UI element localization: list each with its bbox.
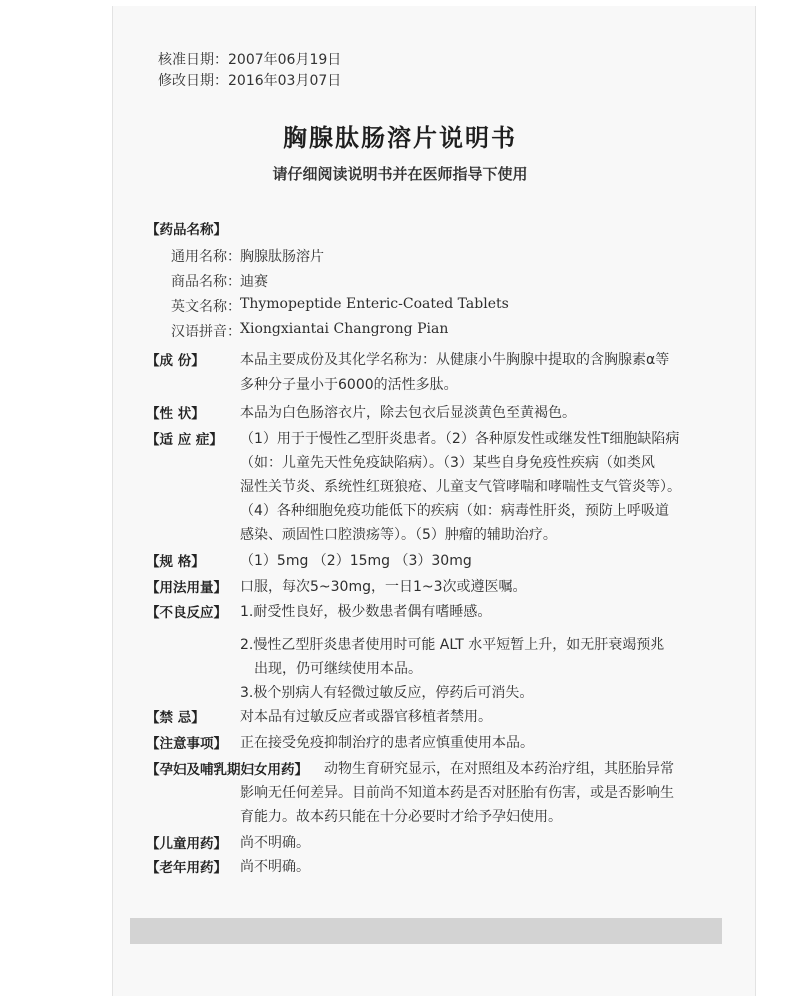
- indications-line: （4）各种细胞免疫功能低下的疾病（如：病毒性肝炎，预防上呼吸道: [240, 503, 669, 519]
- pregnancy-line: 育能力。故本药只能在十分必要时才给予孕妇使用。: [240, 809, 562, 825]
- dosage-text: 口服，每次5~30mg，一日1~3次或遵医嘱。: [240, 579, 527, 595]
- adverse-item-1: 1.耐受性良好，极少数患者偶有嗜睡感。: [240, 604, 492, 620]
- pregnancy-line: 动物生育研究显示，在对照组及本药治疗组，其胚胎异常: [324, 761, 674, 777]
- section-appearance-label: 【性 状】: [146, 406, 205, 422]
- pediatric-text: 尚不明确。: [240, 835, 310, 851]
- adverse-item-3: 3.极个别病人有轻微过敏反应，停药后可消失。: [240, 685, 534, 701]
- english-name-value: Thymopeptide Enteric-Coated Tablets: [240, 296, 509, 312]
- document-title: 胸腺肽肠溶片说明书: [283, 123, 517, 152]
- specification-text: （1）5mg （2）15mg （3）30mg: [240, 553, 472, 569]
- precautions-text: 正在接受免疫抑制治疗的患者应慎重使用本品。: [240, 735, 534, 751]
- indications-line: （如：儿童先天性免疫缺陷病）。（3）某些自身免疫性疾病（如类风: [240, 455, 655, 471]
- section-contraindications-label: 【禁 忌】: [146, 710, 205, 726]
- generic-name-value: 胸腺肽肠溶片: [240, 249, 324, 265]
- adverse-item-2-continued: 出现，仍可继续使用本品。: [254, 661, 422, 677]
- section-specification-label: 【规 格】: [146, 554, 205, 570]
- section-indications-label: 【适 应 症】: [146, 432, 223, 448]
- pinyin-value: Xiongxiantai Changrong Pian: [240, 321, 449, 337]
- adverse-item-2: 2.慢性乙型肝炎患者使用时可能 ALT 水平短暂上升，如无肝衰竭预兆: [240, 637, 665, 653]
- section-dosage-label: 【用法用量】: [146, 580, 227, 596]
- english-name-label: 英文名称：: [171, 299, 241, 315]
- document-subtitle: 请仔细阅读说明书并在医师指导下使用: [272, 165, 528, 183]
- generic-name-label: 通用名称：: [171, 249, 241, 265]
- trade-name-label: 商品名称：: [171, 274, 241, 290]
- section-composition-label: 【成 份】: [146, 353, 205, 369]
- composition-line: 多种分子量小于6000的活性多肽。: [240, 377, 458, 393]
- approval-date: 核准日期：2007年06月19日: [158, 52, 342, 68]
- section-pediatric-label: 【儿童用药】: [146, 836, 227, 852]
- trade-name-value: 迪赛: [240, 274, 268, 290]
- composition-line: 本品主要成份及其化学名称为：从健康小牛胸腺中提取的含胸腺素α等: [240, 352, 670, 368]
- indications-line: 感染、顽固性口腔溃疡等）。（5）肿瘤的辅助治疗。: [240, 527, 557, 543]
- indications-line: 湿性关节炎、系统性红斑狼疮、儿童支气管哮喘和哮喘性支气管炎等）。: [240, 479, 681, 495]
- contraindications-text: 对本品有过敏反应者或器官移植者禁用。: [240, 709, 492, 725]
- section-pregnancy-label: 【孕妇及哺乳期妇女用药】: [146, 762, 308, 778]
- revision-date: 修改日期：2016年03月07日: [158, 73, 342, 89]
- geriatric-text: 尚不明确。: [240, 859, 310, 875]
- header-dates: [158, 50, 341, 92]
- pinyin-label: 汉语拼音：: [171, 324, 241, 340]
- section-precautions-label: 【注意事项】: [146, 736, 227, 752]
- appearance-text: 本品为白色肠溶衣片，除去包衣后显淡黄色至黄褐色。: [240, 405, 576, 421]
- section-drug-name-label: 【药品名称】: [146, 222, 227, 238]
- section-geriatric-label: 【老年用药】: [146, 860, 227, 876]
- section-adverse-label: 【不良反应】: [146, 605, 227, 621]
- indications-line: （1）用于于慢性乙型肝炎患者。（2）各种原发性或继发性T细胞缺陷病: [240, 431, 680, 447]
- pregnancy-line: 影响无任何差异。目前尚不知道本药是否对胚胎有伤害，或是否影响生: [240, 785, 674, 801]
- footer-bar: [130, 918, 722, 944]
